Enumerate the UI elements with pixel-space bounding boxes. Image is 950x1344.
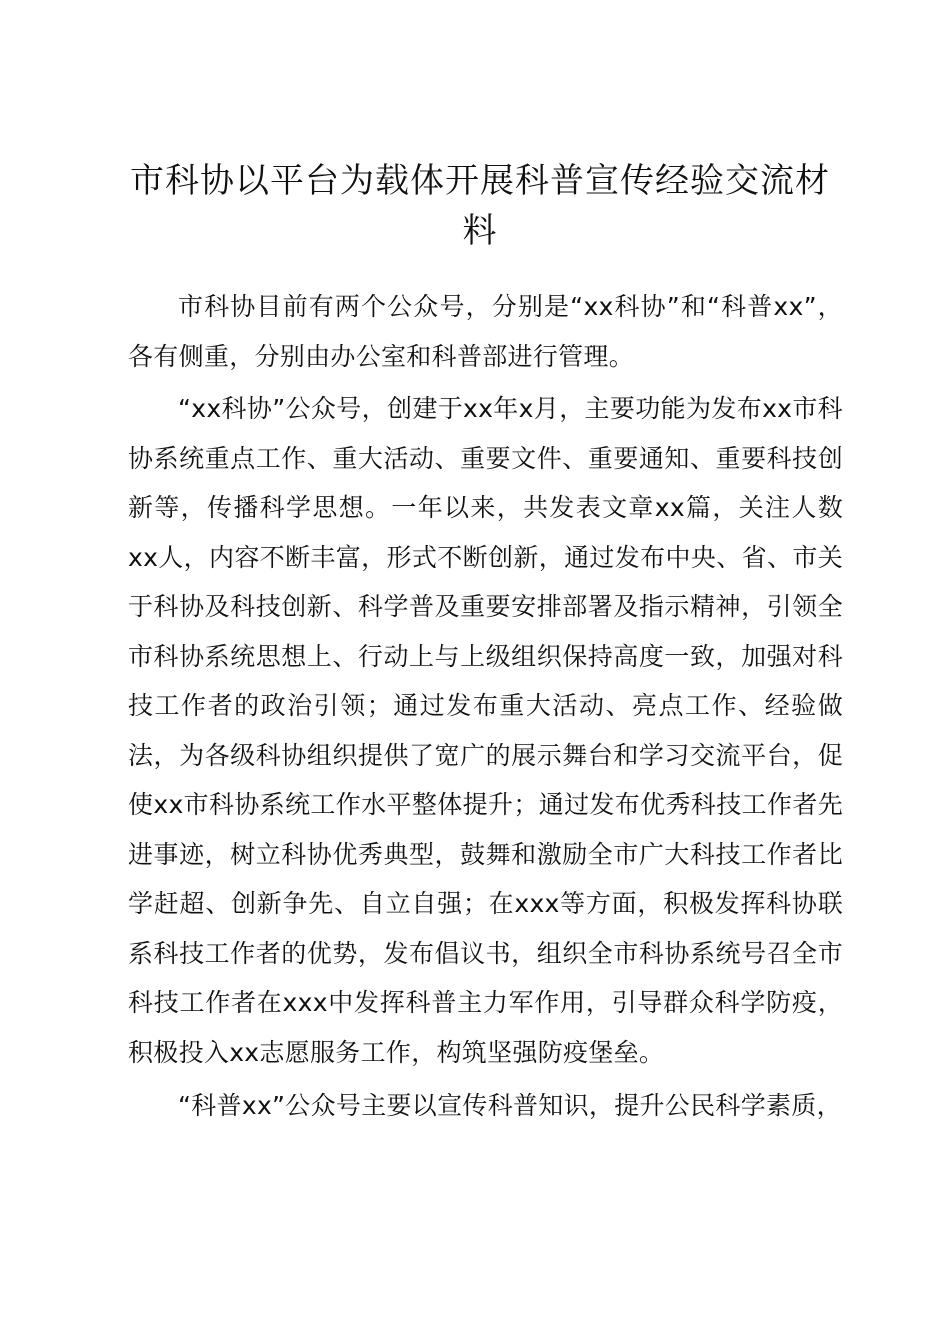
- paragraph-intro: 市科协目前有两个公众号，分别是“xx科协”和“科普xx”，各有侧重，分别由办公室和科普部进行管理。: [128, 292, 843, 371]
- paragraph-xx-kexie: “xx科协”公众号，创建于xx年x月，主要功能为发布xx市科协系统重点工作、重大活动、重要文件、重要通知、重要科技创新等，传播科学思想。一年以来，共发表文章xx篇，关注人数xx人，内容不断丰富，形式不断创新，通过发布中央、省、市关于科协及科技创新、科学普及重要安排部署及指示精神，引领全市科协系统思想上、行动上与上级组织保持高度一致，加强对科技工作者的政治引领；通过发布重大活动、亮点工作、经验做法，为各级科协组织提供了宽广的展示舞台和学习交流平台，促使xx市科协系统工作水平整体提升；通过发布优秀科技工作者先进事迹，树立科协优秀典型，鼓舞和激励全市广大科技工作者比学赶超、创新争先、自立自强；在xxx等方面，积极发挥科协联系科技工作者的优势，发布倡议书，组织全市科协系统号召全市科技工作者在xxx中发挥科普主力军作用，引导群众科学防疫，积极投入xx志愿服务工作，构筑坚强防疫堡垒。: [128, 394, 843, 1067]
- document-title: 市科协以平台为载体开展科普宣传经验交流材料: [130, 161, 830, 251]
- paragraph-kepu-xx: “科普xx”公众号主要以宣传科普知识，提升公民科学素质，: [178, 1091, 842, 1120]
- document-body: [128, 282, 843, 1131]
